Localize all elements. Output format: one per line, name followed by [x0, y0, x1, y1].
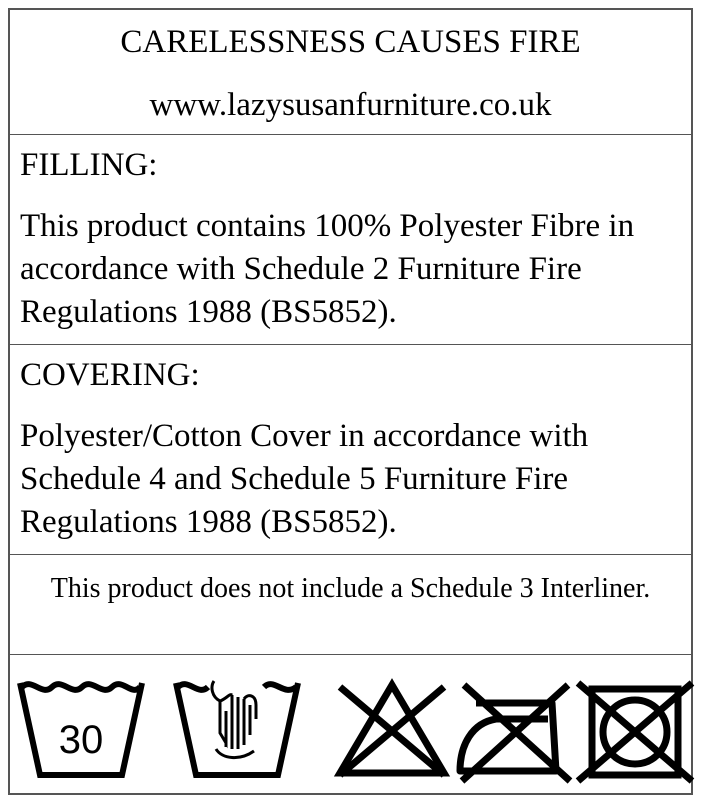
covering-section — [10, 345, 691, 555]
filling-heading: FILLING: — [20, 147, 158, 183]
do-not-iron-icon — [452, 675, 584, 785]
covering-heading: COVERING: — [20, 357, 200, 393]
do-not-bleach-icon — [326, 675, 458, 785]
covering-text: Polyester/Cotton Cover in accordance with Schedule 4 and Schedule 5 Furniture Fire Regulations 1988 (BS5852). — [20, 418, 589, 540]
care-symbols-section — [10, 655, 691, 793]
wash-30-icon — [14, 675, 146, 785]
interliner-note: This product does not include a Schedule 3 Interliner. — [50, 573, 651, 604]
hand-wash-icon — [170, 675, 302, 785]
header-section — [10, 10, 691, 135]
do-not-tumble-dry-icon — [570, 675, 702, 785]
website-url: www.lazysusanfurniture.co.uk — [149, 87, 552, 123]
interliner-section — [10, 555, 691, 655]
care-symbols-row — [10, 675, 691, 785]
wash-temperature: 30 — [58, 718, 104, 762]
filling-section — [10, 135, 691, 345]
warning-title: CARELESSNESS CAUSES FIRE — [120, 24, 581, 60]
fire-safety-label — [8, 8, 693, 795]
filling-text: This product contains 100% Polyester Fibre in accordance with Schedule 2 Furniture Fire Regulations 1988 (BS5852). — [20, 208, 635, 330]
